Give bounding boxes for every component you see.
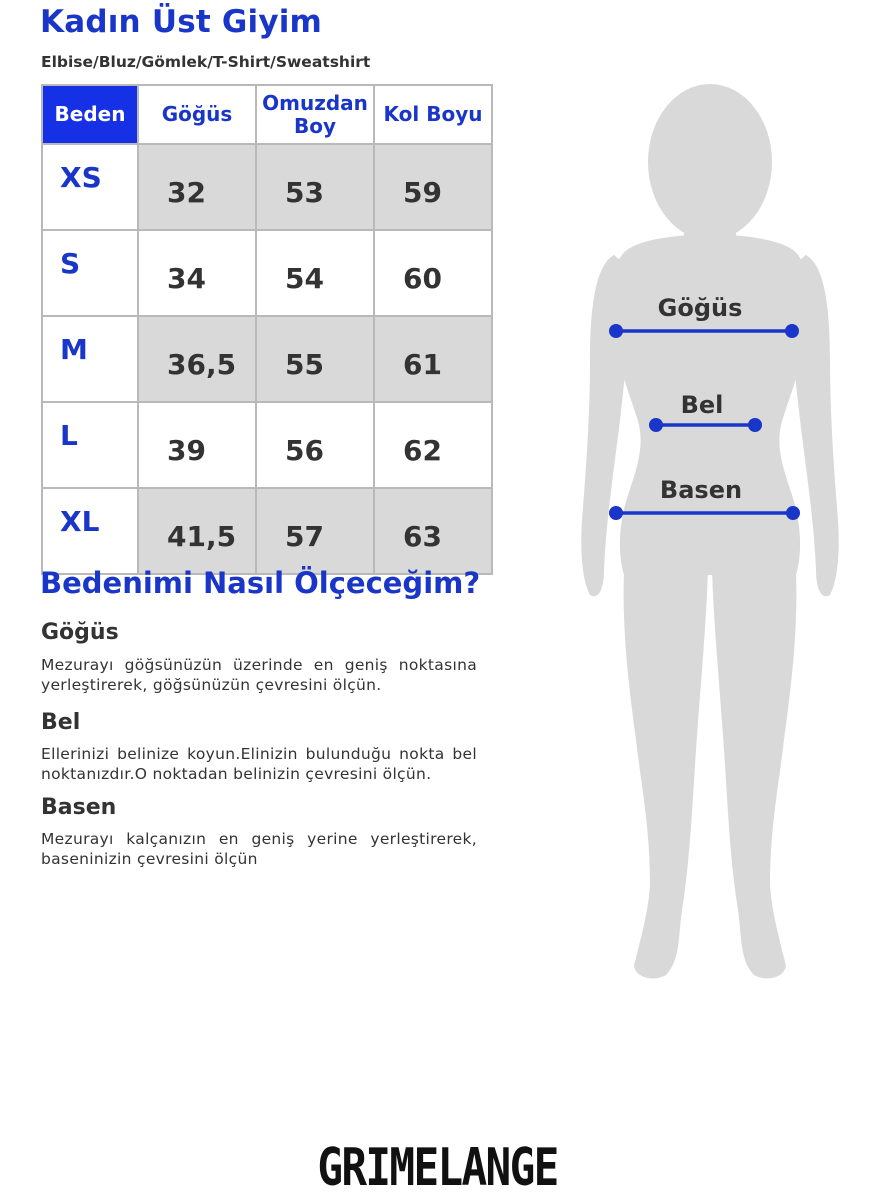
gogus-label: Göğüs: [657, 294, 743, 322]
page-title: Kadın Üst Giyim: [40, 4, 323, 40]
table-header-row: [42, 85, 492, 144]
gogus-heading: Göğüs: [41, 620, 119, 645]
size-cell: M: [42, 316, 138, 402]
header-beden: Beden: [42, 85, 138, 144]
kol-cell: 60: [374, 230, 492, 316]
size-cell: L: [42, 402, 138, 488]
header-kol-boyu: Kol Boyu: [374, 85, 492, 144]
size-cell: S: [42, 230, 138, 316]
table-row: [42, 144, 492, 230]
table-row: [42, 230, 492, 316]
kol-cell: 59: [374, 144, 492, 230]
bel-instruction: Ellerinizi belinize koyun.Elinizin bulunduğu nokta bel noktanızdır.O noktadan belinizin çevresini ölçün.: [41, 745, 477, 783]
basen-label: Basen: [659, 476, 743, 504]
header-omuzdan-line1: Omuzdan: [262, 90, 368, 115]
basen-instruction: Mezurayı kalçanızın en geniş yerine yerleştirerek, baseninizin çevresini ölçün: [41, 830, 477, 868]
size-cell: XL: [42, 488, 138, 574]
page-subtitle: Elbise/Bluz/Gömlek/T-Shirt/Sweatshirt: [41, 53, 371, 71]
gogus-cell: 34: [138, 230, 256, 316]
basen-heading: Basen: [41, 795, 117, 820]
kol-cell: 62: [374, 402, 492, 488]
omuz-cell: 54: [256, 230, 374, 316]
omuz-cell: 53: [256, 144, 374, 230]
how-to-measure-title: Bedenimi Nasıl Ölçeceğim?: [40, 566, 481, 600]
omuz-cell: 55: [256, 316, 374, 402]
bel-heading: Bel: [41, 710, 81, 735]
gogus-instruction: Mezurayı göğsünüzün üzerinde en geniş noktasına yerleştirerek, göğsünüzün çevresini ölçün.: [41, 656, 477, 694]
size-cell: XS: [42, 144, 138, 230]
brand-logo: GRIMELANGE: [317, 1138, 558, 1198]
bel-label: Bel: [680, 391, 724, 419]
table-row: [42, 402, 492, 488]
omuz-cell: 57: [256, 488, 374, 574]
body-silhouette-figure: [570, 70, 850, 990]
omuz-cell: 56: [256, 402, 374, 488]
size-table: [41, 84, 493, 575]
gogus-cell: 39: [138, 402, 256, 488]
table-row: [42, 488, 492, 574]
gogus-cell: 41,5: [138, 488, 256, 574]
header-omuzdan-line2: Boy: [293, 113, 337, 138]
gogus-cell: 32: [138, 144, 256, 230]
gogus-cell: 36,5: [138, 316, 256, 402]
table-row: [42, 316, 492, 402]
header-gogus: Göğüs: [138, 85, 256, 144]
body-silhouette: [581, 84, 838, 978]
kol-cell: 63: [374, 488, 492, 574]
header-omuzdan-boy: [256, 85, 374, 144]
kol-cell: 61: [374, 316, 492, 402]
